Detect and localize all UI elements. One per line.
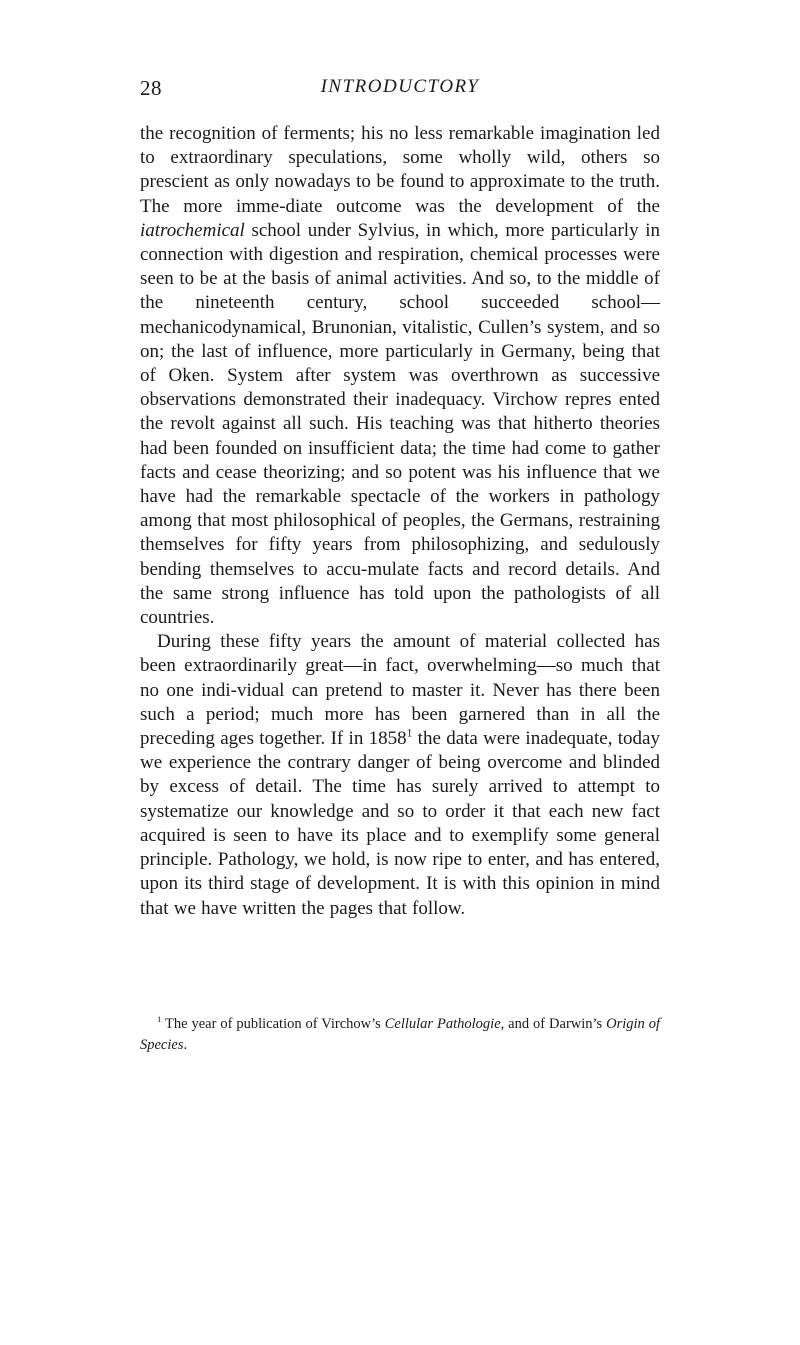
- footnote-mark: 1: [157, 1014, 162, 1025]
- running-title: INTRODUCTORY: [320, 76, 480, 97]
- italic-term-iatrochemical: iatrochemical: [140, 219, 245, 241]
- page-number: 28: [140, 76, 162, 100]
- running-head: [140, 76, 660, 106]
- footnote-text-a: The year of publication of Virchow’s: [161, 1016, 385, 1032]
- paragraph-2-text-b: the data were inadequate, today we experience the contrary danger of being overcome and blinded by excess of detail. The time has surely arrived to attempt to systematize our knowledge and so to order it that each new fact acquired is seen to have its place and to exemplify some general principle. Pathology, we hold, is now ripe to enter, and has entered, upon its third stage of development. It is with this opinion in mind that we have written the pages that follow.: [140, 728, 660, 919]
- paragraph-2-text-a: During these fifty years the amount of material collected has been extraordinarily great—in fact, overwhelming—so much that no one indi-vidual can pretend to master it. Never has there been such a period; much more has been garnered than in all the preceding ages together. If in 1858: [140, 631, 660, 750]
- footnote-reference: 1: [406, 727, 413, 740]
- body-text: [140, 122, 660, 921]
- footnote-text-c: .: [183, 1037, 188, 1053]
- footnote-text-b: , and of Darwin’s: [500, 1016, 607, 1032]
- footnote: [140, 1014, 660, 1056]
- footnote-title-origin-of-species: Origin of Species: [140, 1016, 661, 1053]
- paragraph-2: [140, 630, 660, 920]
- paragraph-1-text-b: school under Sylvius, in which, more particularly in connection with digestion and respiration, chemical processes were seen to be at the basis of animal activities. And so, to the middle of the nineteenth century, school succeeded school—mechanicodynamical, Brunonian, vitalistic, Cullen’s system, and so on; the last of influence, more particularly in Germany, being that of Oken. System after system was overthrown as successive observations demonstrated their inadequacy. Virchow repres ented the revolt against all such. His teaching was that hitherto theories had been founded on insufficient data; the time had come to gather facts and cease theorizing; and so potent was his influence that we have had the remarkable spectacle of the workers in pathology among that most philosophical of peoples, the Germans, restraining themselves for fifty years from philosophizing, and sedulously bending themselves to accu-mulate facts and record details. And the same strong influence has told upon the pathologists of all countries.: [140, 219, 660, 629]
- footnote-title-cellular-pathologie: Cellular Pathologie: [384, 1016, 501, 1032]
- paragraph-1-text-a: the recognition of ferments; his no less remarkable imagination led to extraordinary speculations, some wholly wild, others so prescient as only nowadays to be found to approximate to the truth. The more imme-diate outcome was the development of the: [140, 123, 660, 217]
- paragraph-1: [140, 122, 660, 630]
